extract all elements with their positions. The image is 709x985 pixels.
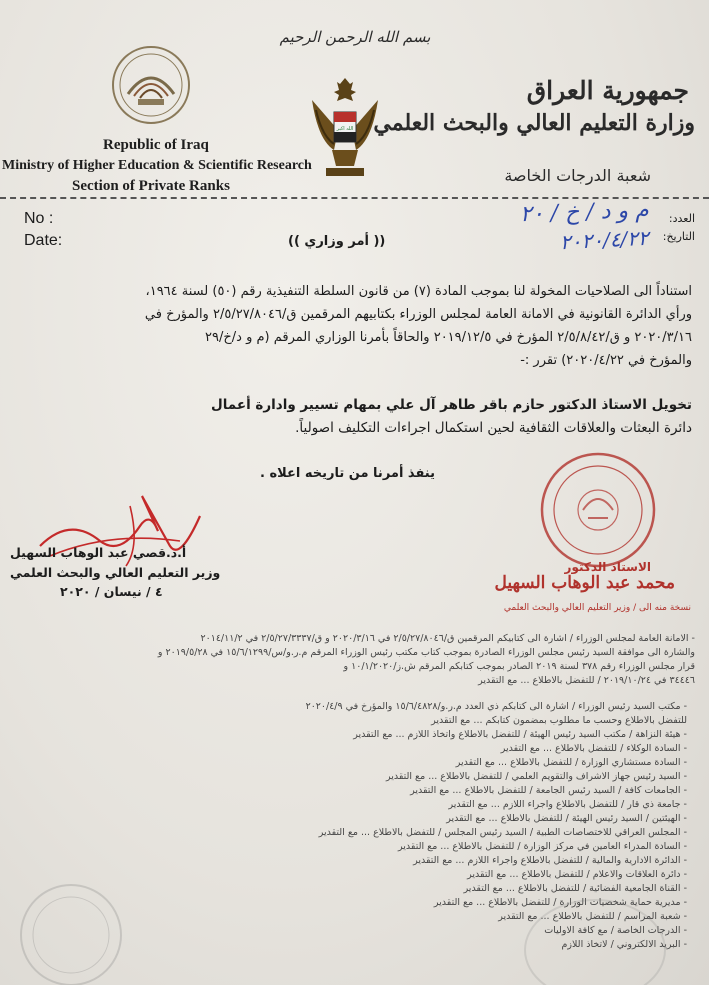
faint-seal-watermark-icon [520,890,670,985]
list-item: - شعبة المراسم / للتفضل بالاطلاع ... مع التقدير [498,911,687,922]
handwritten-number: م و د / خ / ٢٠ [519,197,650,228]
list-item: - السادة الوكلاء / للتفضل بالاطلاع ... مع التقدير [500,743,687,754]
body-line: والمؤرخ في ٢٠٢٠/٤/٢٢) تقرر :- [520,353,692,368]
arabic-section-title: شعبة الدرجات الخاصة [504,166,651,185]
list-item: - هيئة النزاهة / مكتب السيد رئيس الهيئة / للتفضل بالاطلاع واتخاذ اللازم ... مع التقدير [353,729,687,740]
body-line: دائرة البعثات والعلاقات الثقافية لحين استكمال اجراءات التكليف اصولياً. [295,420,692,436]
english-section-title: Section of Private Ranks [72,178,230,194]
list-item: - السادة المدراء العامين في مركز الوزارة / للتفضل بالاطلاع ... مع التقدير [398,841,687,852]
distribution-line: ٣٤٤٤٦ في ٢٠١٩/١٠/٢٤ / للتفضل بالاطلاع ... مع التقدير [478,675,695,686]
list-item: - القناة الجامعية الفضائية / للتفضل بالاطلاع ... مع التقدير [463,883,687,894]
order-title: (( أمر وزاري )) [288,234,386,249]
list-item: - البريد الالكتروني / لاتخاذ اللازم [561,939,687,950]
list-item: - الدائرة الادارية والمالية / للتفضل بالاطلاع واجراء اللازم ... مع التقدير [413,855,687,866]
arabic-date-label: التاريخ: [662,230,695,243]
body-line: ورأي الدائرة القانونية في الامانة العامة لمجلس الوزراء بكتابيهم المرقمين ق/٢/٥/٢٧/٨٠٤٦ والمؤرخ في [144,307,692,322]
signature-date: ٤ / نيسان / ٢٠٢٠ [60,584,163,599]
body-line: استناداً الى الصلاحيات المخولة لنا بموجب المادة (٧) من قانون السلطة التنفيذية رقم (٥٠) لسنة ١٩٦٤، [145,284,692,299]
no-label: No : [24,210,54,227]
arabic-ministry-title: وزارة التعليم العالي والبحث العلمي [373,110,695,136]
list-item: - الدرجات الخاصة / مع كافة الاوليات [544,925,687,936]
basmala: بسم الله الرحمن الرحيم [279,28,431,46]
list-item: - دائرة العلاقات والاعلام / للتفضل بالاطلاع ... مع التقدير [467,869,687,880]
list-item: للتفضل بالاطلاع وحسب ما مطلوب بمضمون كتابكم ... مع التقدير [431,715,687,726]
distribution-line: - الامانة العامة لمجلس الوزراء / اشارة الى كتابيكم المرقمين ق/٢/٥/٢٧/٨٠٤٦ في ٢٠٢٠/٣/١٦ و ق/٢/٥/٢٧/٣٣٣٧ في ٢٠١٤/١١/٢ [200,633,695,644]
distribution-line: والشارة الى موافقة السيد رئيس مجلس الوزراء الصادرة بموجب كتاب مكتب رئيس الوزراء المرقم م.ر.و/س/١٥/٦/١٢٩٩ في ٢٠١٩/٥/٢٨ و [157,647,695,658]
arabic-country-title: جمهورية العراق [526,76,689,105]
execute-line: ينفذ أمرنا من تاريخه اعلاه . [260,466,435,481]
list-item: - مديرية حماية شخصيات الوزارة / للتفضل بالاطلاع ... مع التقدير [433,897,687,908]
english-ministry-title: Ministry of Higher Education & Scientific Research [2,158,312,173]
stamp-text-title: الاستاذ الدكتور [564,560,651,574]
svg-text:الله اكبر: الله اكبر [336,126,354,132]
date-label: Date: [24,232,63,249]
stamp-text-caption: نسخة منه الى / وزير التعليم العالي والبحث العلمي [503,603,691,613]
distribution-header [15,632,695,688]
handwritten-date: ٢٠٢٠/٤/٢٢ [559,225,650,255]
list-item: - الجامعات كافة / السيد رئيس الجامعة / للتفضل بالاطلاع ... مع التقدير [410,785,687,796]
list-item: - جامعة ذي قار / للتفضل بالاطلاع واجراء اللازم ... مع التقدير [448,799,687,810]
arabic-number-label: العدد: [668,212,695,225]
list-item: - السادة مستشاري الوزارة / للتفضل بالاطلاع ... مع التقدير [455,757,687,768]
signatory-name: أ.د.قصي عبد الوهاب السهيل [10,545,187,560]
list-item: - مكتب السيد رئيس الوزراء / اشارة الى كتابكم ذي العدد م.ر.و/١٥/٦/٤٨٢٨ والمؤرخ في ٢٠٢٠/٤/٩ [305,701,687,712]
faint-seal-watermark-icon [16,880,126,985]
ministry-logo-icon [110,44,192,126]
list-item: - الهيئتين / السيد رئيس الهيئة / للتفضل بالاطلاع ... مع التقدير [446,813,687,824]
body-line: تخويل الاستاذ الدكتور حازم باقر طاهر آل علي بمهام تسيير وادارة أعمال [211,397,692,413]
distribution-line: قرار مجلس الوزراء رقم ٣٧٨ لسنة ٢٠١٩ الصادر بموجب كتابكم المرقم ش.ز/١٠/١/٢٠٢٠ و [343,661,695,672]
list-item: - السيد رئيس جهاز الاشراف والتقويم العلمي / للتفضل بالاطلاع ... مع التقدير [385,771,687,782]
list-item: - المجلس العراقي للاختصاصات الطبية / السيد رئيس المجلس / للتفضل بالاطلاع ... مع التقدير [318,827,687,838]
stamp-text-name: محمد عبد الوهاب السهيل [494,573,675,593]
signatory-title: وزير التعليم العالي والبحث العلمي [10,565,221,580]
body-line: ٢٠٢٠/٣/١٦ و ق/٢/٥/٨/٤٢ المؤرخ في ٢٠١٩/١٢/٥ والحاقاً بأمرنا الوزاري المرقم (م و د/خ/٢٩ [205,330,692,345]
body-paragraph-2 [22,394,692,440]
english-country-title: Republic of Iraq [103,137,209,153]
body-paragraph-1 [22,280,692,372]
